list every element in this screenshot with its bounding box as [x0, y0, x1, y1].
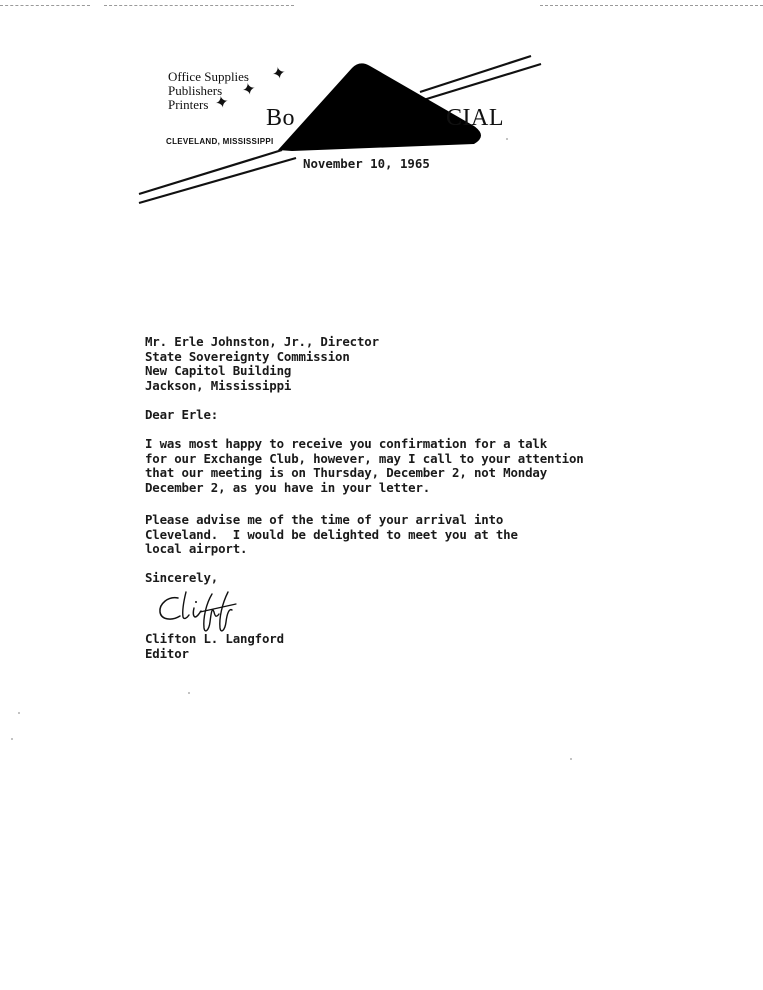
letterhead-stripe [420, 64, 541, 101]
paragraph-line: December 2, as you have in your letter. [145, 479, 431, 495]
paragraph-line: I was most happy to receive you confirmation for a talk [145, 436, 548, 451]
paragraph-line: Cleveland. I would be delighted to meet you at the [145, 526, 518, 542]
recipient-line: Jackson, Mississippi [145, 377, 292, 393]
letterhead-line-printers: Printers [168, 97, 209, 112]
letterhead-line-publishers: Publishers [168, 83, 223, 98]
letterhead-graphic [0, 0, 763, 240]
salutation: Dear Erle: [145, 406, 219, 422]
star-icon: ✦ [212, 91, 232, 115]
scan-speck [18, 712, 20, 714]
star-icon: ✦ [269, 62, 289, 86]
letterhead-stripe [139, 150, 282, 194]
letterhead-stripe [139, 158, 296, 203]
scan-speck [11, 738, 13, 740]
paragraph-line: for our Exchange Club, however, may I call to your attention [145, 450, 584, 466]
paragraph-line: Please advise me of the time of your arrival into [145, 512, 504, 527]
signer-name: Clifton L. Langford [145, 631, 284, 646]
closing: Sincerely, [145, 570, 219, 585]
letterhead-name-right: CIAL [446, 105, 504, 131]
paragraph-line: local airport. [145, 541, 248, 556]
recipient-line: New Capitol Building [145, 363, 292, 378]
recipient-line: Mr. Erle Johnston, Jr., Director [145, 334, 379, 349]
recipient-line: State Sovereignty Commission [145, 348, 350, 364]
letter-date: November 10, 1965 [303, 156, 430, 171]
letterhead-city: CLEVELAND, MISSISSIPPI [166, 137, 274, 146]
letterhead-line-office-supplies: Office Supplies [168, 69, 249, 84]
letterhead-stripe [420, 56, 531, 92]
paragraph-line: that our meeting is on Thursday, December 2, not Monday [145, 465, 548, 480]
star-icon: ✦ [239, 78, 259, 102]
scan-speck [188, 692, 190, 694]
handwritten-signature [156, 590, 246, 635]
letterhead-name-left: Bo [266, 105, 296, 131]
scan-speck [570, 758, 572, 760]
signer-title: Editor [145, 645, 189, 661]
